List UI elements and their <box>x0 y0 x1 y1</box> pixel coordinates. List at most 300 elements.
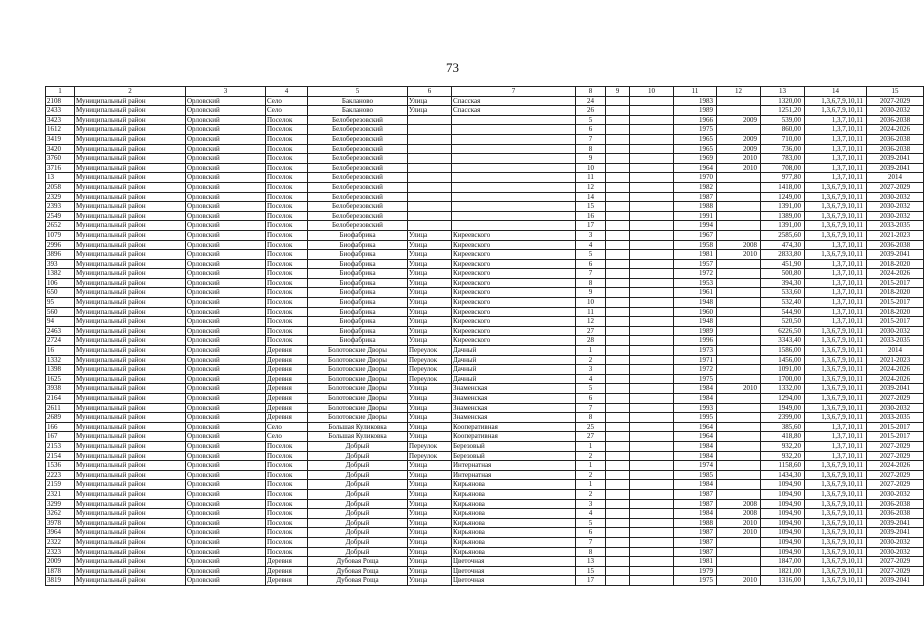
street-type-cell <box>408 182 452 192</box>
year-built-cell: 1987 <box>674 528 717 538</box>
municipality-type-cell: Муниципальный район <box>75 528 186 538</box>
settlement-name-cell: Биофабрика <box>308 307 408 317</box>
row-id-cell: 1612 <box>46 125 75 135</box>
settlement-name-cell: Биофабрика <box>308 317 408 327</box>
table-row <box>46 384 924 394</box>
row-id-cell: 3262 <box>46 509 75 519</box>
col9-cell <box>606 173 630 183</box>
district-cell: Орловский <box>186 211 266 221</box>
municipality-type-cell: Муниципальный район <box>75 557 186 567</box>
settlement-name-cell: Биофабрика <box>308 259 408 269</box>
municipality-type-cell: Муниципальный район <box>75 240 186 250</box>
col10-cell <box>630 365 674 375</box>
street-type-cell: Улица <box>408 336 452 346</box>
col9-cell <box>606 317 630 327</box>
col10-cell <box>630 355 674 365</box>
work-types-cell: 1,3,6,7,9,10,11 <box>805 355 867 365</box>
street-type-cell <box>408 211 452 221</box>
municipality-type-cell: Муниципальный район <box>75 202 186 212</box>
year-cell <box>717 403 761 413</box>
settlement-name-cell: Биофабрика <box>308 269 408 279</box>
table-row <box>46 441 924 451</box>
municipality-type-cell: Муниципальный район <box>75 365 186 375</box>
col9-cell <box>606 576 630 586</box>
table-row <box>46 461 924 471</box>
period-cell: 2030-2032 <box>867 326 924 336</box>
column-header: 3 <box>186 87 266 97</box>
work-types-cell: 1,3,6,7,9,10,11 <box>805 518 867 528</box>
work-types-cell: 1,3,7,10,11 <box>805 259 867 269</box>
municipality-type-cell: Муниципальный район <box>75 230 186 240</box>
table-row <box>46 470 924 480</box>
area-cell: 1094,90 <box>761 480 805 490</box>
house-number-cell: 4 <box>576 374 606 384</box>
col9-cell <box>606 115 630 125</box>
col9-cell <box>606 566 630 576</box>
house-number-cell: 27 <box>576 432 606 442</box>
year-built-cell: 1957 <box>674 259 717 269</box>
district-cell: Орловский <box>186 317 266 327</box>
area-cell: 1094,90 <box>761 547 805 557</box>
municipality-type-cell: Муниципальный район <box>75 566 186 576</box>
table-row <box>46 192 924 202</box>
col10-cell <box>630 470 674 480</box>
table-row <box>46 230 924 240</box>
settlement-type-cell: Поселок <box>266 298 308 308</box>
settlement-type-cell: Деревня <box>266 394 308 404</box>
column-header: 4 <box>266 87 308 97</box>
area-cell: 394,30 <box>761 278 805 288</box>
street-name-cell: Кирьянова <box>452 480 576 490</box>
table-row <box>46 134 924 144</box>
settlement-type-cell: Поселок <box>266 211 308 221</box>
district-cell: Орловский <box>186 422 266 432</box>
settlement-type-cell: Село <box>266 96 308 106</box>
house-number-cell: 1 <box>576 346 606 356</box>
street-name-cell: Киреевского <box>452 240 576 250</box>
year-built-cell: 1974 <box>674 461 717 471</box>
col9-cell <box>606 278 630 288</box>
work-types-cell: 1,3,6,7,9,10,11 <box>805 96 867 106</box>
col9-cell <box>606 298 630 308</box>
settlement-name-cell: Белоберезовский <box>308 154 408 164</box>
year-cell <box>717 489 761 499</box>
settlement-name-cell: Добрый <box>308 451 408 461</box>
col10-cell <box>630 441 674 451</box>
period-cell: 2018-2020 <box>867 288 924 298</box>
period-cell: 2027-2029 <box>867 470 924 480</box>
row-id-cell: 166 <box>46 422 75 432</box>
municipality-type-cell: Муниципальный район <box>75 211 186 221</box>
street-type-cell: Улица <box>408 576 452 586</box>
table-row <box>46 346 924 356</box>
row-id-cell: 2724 <box>46 336 75 346</box>
col10-cell <box>630 394 674 404</box>
col9-cell <box>606 470 630 480</box>
year-built-cell: 1975 <box>674 576 717 586</box>
row-id-cell: 2323 <box>46 547 75 557</box>
year-cell <box>717 278 761 288</box>
row-id-cell: 2223 <box>46 470 75 480</box>
period-cell: 2024-2026 <box>867 461 924 471</box>
area-cell: 1316,00 <box>761 576 805 586</box>
street-type-cell <box>408 134 452 144</box>
street-type-cell: Улица <box>408 413 452 423</box>
house-number-cell: 24 <box>576 96 606 106</box>
settlement-type-cell: Деревня <box>266 346 308 356</box>
row-id-cell: 106 <box>46 278 75 288</box>
period-cell: 2039-2041 <box>867 384 924 394</box>
settlement-type-cell: Поселок <box>266 173 308 183</box>
col9-cell <box>606 125 630 135</box>
col9-cell <box>606 230 630 240</box>
work-types-cell: 1,3,6,7,9,10,11 <box>805 480 867 490</box>
street-name-cell: Киреевского <box>452 326 576 336</box>
house-number-cell: 13 <box>576 557 606 567</box>
col9-cell <box>606 480 630 490</box>
year-built-cell: 1972 <box>674 269 717 279</box>
area-cell: 1320,00 <box>761 96 805 106</box>
year-cell <box>717 413 761 423</box>
year-cell <box>717 394 761 404</box>
row-id-cell: 2058 <box>46 182 75 192</box>
year-cell: 2008 <box>717 240 761 250</box>
period-cell: 2021-2023 <box>867 230 924 240</box>
district-cell: Орловский <box>186 336 266 346</box>
table-row <box>46 288 924 298</box>
street-type-cell: Улица <box>408 96 452 106</box>
period-cell: 2018-2020 <box>867 259 924 269</box>
settlement-type-cell: Поселок <box>266 134 308 144</box>
municipality-type-cell: Муниципальный район <box>75 422 186 432</box>
col9-cell <box>606 528 630 538</box>
period-cell: 2024-2026 <box>867 365 924 375</box>
col9-cell <box>606 518 630 528</box>
street-type-cell: Улица <box>408 259 452 269</box>
house-number-cell: 16 <box>576 211 606 221</box>
district-cell: Орловский <box>186 182 266 192</box>
col10-cell <box>630 413 674 423</box>
area-cell: 1418,00 <box>761 182 805 192</box>
year-built-cell: 1967 <box>674 230 717 240</box>
col9-cell <box>606 547 630 557</box>
table-row <box>46 317 924 327</box>
settlement-name-cell: Болотовские Дворы <box>308 355 408 365</box>
street-type-cell <box>408 125 452 135</box>
work-types-cell: 1,3,7,10,11 <box>805 441 867 451</box>
area-cell: 6226,50 <box>761 326 805 336</box>
column-header: 6 <box>408 87 452 97</box>
table-row <box>46 298 924 308</box>
settlement-type-cell: Поселок <box>266 240 308 250</box>
settlement-type-cell: Поселок <box>266 518 308 528</box>
row-id-cell: 2153 <box>46 441 75 451</box>
col10-cell <box>630 576 674 586</box>
street-type-cell: Переулок <box>408 441 452 451</box>
settlement-name-cell: Белоберезовский <box>308 115 408 125</box>
year-cell <box>717 288 761 298</box>
column-header: 15 <box>867 87 924 97</box>
col10-cell <box>630 163 674 173</box>
district-cell: Орловский <box>186 125 266 135</box>
row-id-cell: 2329 <box>46 192 75 202</box>
period-cell: 2027-2029 <box>867 96 924 106</box>
row-id-cell: 16 <box>46 346 75 356</box>
settlement-name-cell: Биофабрика <box>308 230 408 240</box>
street-name-cell: Киреевского <box>452 250 576 260</box>
year-cell: 2010 <box>717 576 761 586</box>
period-cell: 2027-2029 <box>867 557 924 567</box>
col9-cell <box>606 134 630 144</box>
period-cell: 2021-2023 <box>867 355 924 365</box>
settlement-type-cell: Деревня <box>266 576 308 586</box>
settlement-name-cell: Белоберезовский <box>308 202 408 212</box>
settlement-type-cell: Село <box>266 422 308 432</box>
row-id-cell: 2689 <box>46 413 75 423</box>
row-id-cell: 560 <box>46 307 75 317</box>
street-type-cell <box>408 144 452 154</box>
year-cell <box>717 336 761 346</box>
house-number-cell: 10 <box>576 298 606 308</box>
table-row <box>46 365 924 375</box>
col9-cell <box>606 346 630 356</box>
year-built-cell: 1995 <box>674 413 717 423</box>
street-name-cell: Киреевского <box>452 288 576 298</box>
house-number-cell: 3 <box>576 230 606 240</box>
period-cell: 2014 <box>867 173 924 183</box>
col10-cell <box>630 154 674 164</box>
street-type-cell: Улица <box>408 394 452 404</box>
table-row <box>46 566 924 576</box>
street-name-cell <box>452 154 576 164</box>
table-row <box>46 202 924 212</box>
street-type-cell: Улица <box>408 432 452 442</box>
col9-cell <box>606 259 630 269</box>
area-cell: 1586,00 <box>761 346 805 356</box>
row-id-cell: 2108 <box>46 96 75 106</box>
area-cell: 1332,00 <box>761 384 805 394</box>
col10-cell <box>630 240 674 250</box>
area-cell: 1700,00 <box>761 374 805 384</box>
year-cell <box>717 480 761 490</box>
year-cell <box>717 365 761 375</box>
col9-cell <box>606 250 630 260</box>
area-cell: 451,90 <box>761 259 805 269</box>
col9-cell <box>606 106 630 116</box>
house-number-cell: 26 <box>576 106 606 116</box>
street-name-cell <box>452 211 576 221</box>
settlement-type-cell: Поселок <box>266 489 308 499</box>
col10-cell <box>630 403 674 413</box>
street-type-cell: Улица <box>408 547 452 557</box>
work-types-cell: 1,3,7,10,11 <box>805 269 867 279</box>
year-built-cell: 1972 <box>674 365 717 375</box>
period-cell: 2036-2038 <box>867 499 924 509</box>
house-number-cell: 3 <box>576 365 606 375</box>
work-types-cell: 1,3,7,10,11 <box>805 134 867 144</box>
table-row <box>46 518 924 528</box>
col9-cell <box>606 192 630 202</box>
work-types-cell: 1,3,7,10,11 <box>805 240 867 250</box>
period-cell: 2030-2032 <box>867 106 924 116</box>
period-cell: 2030-2032 <box>867 211 924 221</box>
house-number-cell: 5 <box>576 250 606 260</box>
column-header: 12 <box>717 87 761 97</box>
work-types-cell: 1,3,6,7,9,10,11 <box>805 250 867 260</box>
col9-cell <box>606 489 630 499</box>
municipality-type-cell: Муниципальный район <box>75 336 186 346</box>
work-types-cell: 1,3,7,10,11 <box>805 125 867 135</box>
year-built-cell: 1966 <box>674 115 717 125</box>
col10-cell <box>630 288 674 298</box>
year-cell <box>717 269 761 279</box>
street-name-cell <box>452 173 576 183</box>
settlement-name-cell: Добрый <box>308 489 408 499</box>
municipality-type-cell: Муниципальный район <box>75 278 186 288</box>
table-row <box>46 537 924 547</box>
street-name-cell: Дачный <box>452 365 576 375</box>
year-built-cell: 1981 <box>674 557 717 567</box>
col10-cell <box>630 298 674 308</box>
district-cell: Орловский <box>186 250 266 260</box>
area-cell: 539,00 <box>761 115 805 125</box>
work-types-cell: 1,3,7,10,11 <box>805 298 867 308</box>
col9-cell <box>606 509 630 519</box>
year-cell <box>717 307 761 317</box>
area-cell: 1094,90 <box>761 499 805 509</box>
work-types-cell: 1,3,7,10,11 <box>805 154 867 164</box>
col9-cell <box>606 96 630 106</box>
area-cell: 1094,90 <box>761 509 805 519</box>
street-name-cell: Цветочная <box>452 557 576 567</box>
district-cell: Орловский <box>186 240 266 250</box>
column-header: 11 <box>674 87 717 97</box>
settlement-name-cell: Дубовая Роща <box>308 566 408 576</box>
column-header: 7 <box>452 87 576 97</box>
row-id-cell: 3938 <box>46 384 75 394</box>
row-id-cell: 650 <box>46 288 75 298</box>
year-built-cell: 1987 <box>674 489 717 499</box>
col9-cell <box>606 461 630 471</box>
municipality-type-cell: Муниципальный район <box>75 518 186 528</box>
settlement-type-cell: Поселок <box>266 278 308 288</box>
col10-cell <box>630 125 674 135</box>
year-built-cell: 1961 <box>674 288 717 298</box>
year-built-cell: 1948 <box>674 317 717 327</box>
street-type-cell: Улица <box>408 317 452 327</box>
settlement-name-cell: Большая Куликовка <box>308 422 408 432</box>
row-id-cell: 2154 <box>46 451 75 461</box>
row-id-cell: 3760 <box>46 154 75 164</box>
house-number-cell: 6 <box>576 259 606 269</box>
street-type-cell: Улица <box>408 566 452 576</box>
year-built-cell: 1984 <box>674 394 717 404</box>
area-cell: 710,00 <box>761 134 805 144</box>
row-id-cell: 3819 <box>46 576 75 586</box>
street-name-cell: Киреевского <box>452 298 576 308</box>
year-cell <box>717 470 761 480</box>
col10-cell <box>630 115 674 125</box>
year-built-cell: 1969 <box>674 154 717 164</box>
year-cell <box>717 211 761 221</box>
street-name-cell <box>452 192 576 202</box>
year-built-cell: 1984 <box>674 509 717 519</box>
col9-cell <box>606 384 630 394</box>
period-cell: 2033-2035 <box>867 336 924 346</box>
year-built-cell: 1987 <box>674 537 717 547</box>
settlement-type-cell: Село <box>266 106 308 116</box>
street-name-cell: Спасская <box>452 106 576 116</box>
street-type-cell: Улица <box>408 307 452 317</box>
table-row <box>46 115 924 125</box>
work-types-cell: 1,3,6,7,9,10,11 <box>805 326 867 336</box>
settlement-type-cell: Поселок <box>266 250 308 260</box>
col9-cell <box>606 451 630 461</box>
settlement-type-cell: Деревня <box>266 374 308 384</box>
street-name-cell: Кирьянова <box>452 537 576 547</box>
street-name-cell: Киреевского <box>452 278 576 288</box>
municipality-type-cell: Муниципальный район <box>75 115 186 125</box>
area-cell: 1391,00 <box>761 202 805 212</box>
col10-cell <box>630 384 674 394</box>
year-built-cell: 1994 <box>674 221 717 231</box>
area-cell: 1294,00 <box>761 394 805 404</box>
year-built-cell: 1987 <box>674 547 717 557</box>
col9-cell <box>606 221 630 231</box>
year-cell <box>717 182 761 192</box>
district-cell: Орловский <box>186 489 266 499</box>
year-built-cell: 1988 <box>674 202 717 212</box>
col10-cell <box>630 173 674 183</box>
work-types-cell: 1,3,6,7,9,10,11 <box>805 537 867 547</box>
street-name-cell <box>452 125 576 135</box>
settlement-name-cell: Белоберезовский <box>308 144 408 154</box>
area-cell: 1094,90 <box>761 489 805 499</box>
housing-table <box>45 86 911 586</box>
period-cell: 2027-2029 <box>867 480 924 490</box>
house-number-cell: 17 <box>576 576 606 586</box>
settlement-name-cell: Белоберезовский <box>308 192 408 202</box>
col10-cell <box>630 422 674 432</box>
col9-cell <box>606 374 630 384</box>
district-cell: Орловский <box>186 346 266 356</box>
municipality-type-cell: Муниципальный район <box>75 163 186 173</box>
municipality-type-cell: Муниципальный район <box>75 182 186 192</box>
row-id-cell: 2321 <box>46 489 75 499</box>
col10-cell <box>630 269 674 279</box>
settlement-name-cell: Белоберезовский <box>308 134 408 144</box>
year-built-cell: 1984 <box>674 480 717 490</box>
table-row <box>46 557 924 567</box>
period-cell: 2036-2038 <box>867 509 924 519</box>
municipality-type-cell: Муниципальный район <box>75 576 186 586</box>
street-name-cell: Знаменская <box>452 413 576 423</box>
year-built-cell: 1948 <box>674 298 717 308</box>
settlement-type-cell: Поселок <box>266 221 308 231</box>
house-number-cell: 8 <box>576 413 606 423</box>
area-cell: 2399,00 <box>761 413 805 423</box>
district-cell: Орловский <box>186 566 266 576</box>
municipality-type-cell: Муниципальный район <box>75 480 186 490</box>
district-cell: Орловский <box>186 96 266 106</box>
col10-cell <box>630 326 674 336</box>
row-id-cell: 2433 <box>46 106 75 116</box>
settlement-name-cell: Биофабрика <box>308 326 408 336</box>
year-cell <box>717 202 761 212</box>
street-name-cell: Кирьянова <box>452 499 576 509</box>
house-number-cell: 7 <box>576 269 606 279</box>
settlement-type-cell: Поселок <box>266 470 308 480</box>
